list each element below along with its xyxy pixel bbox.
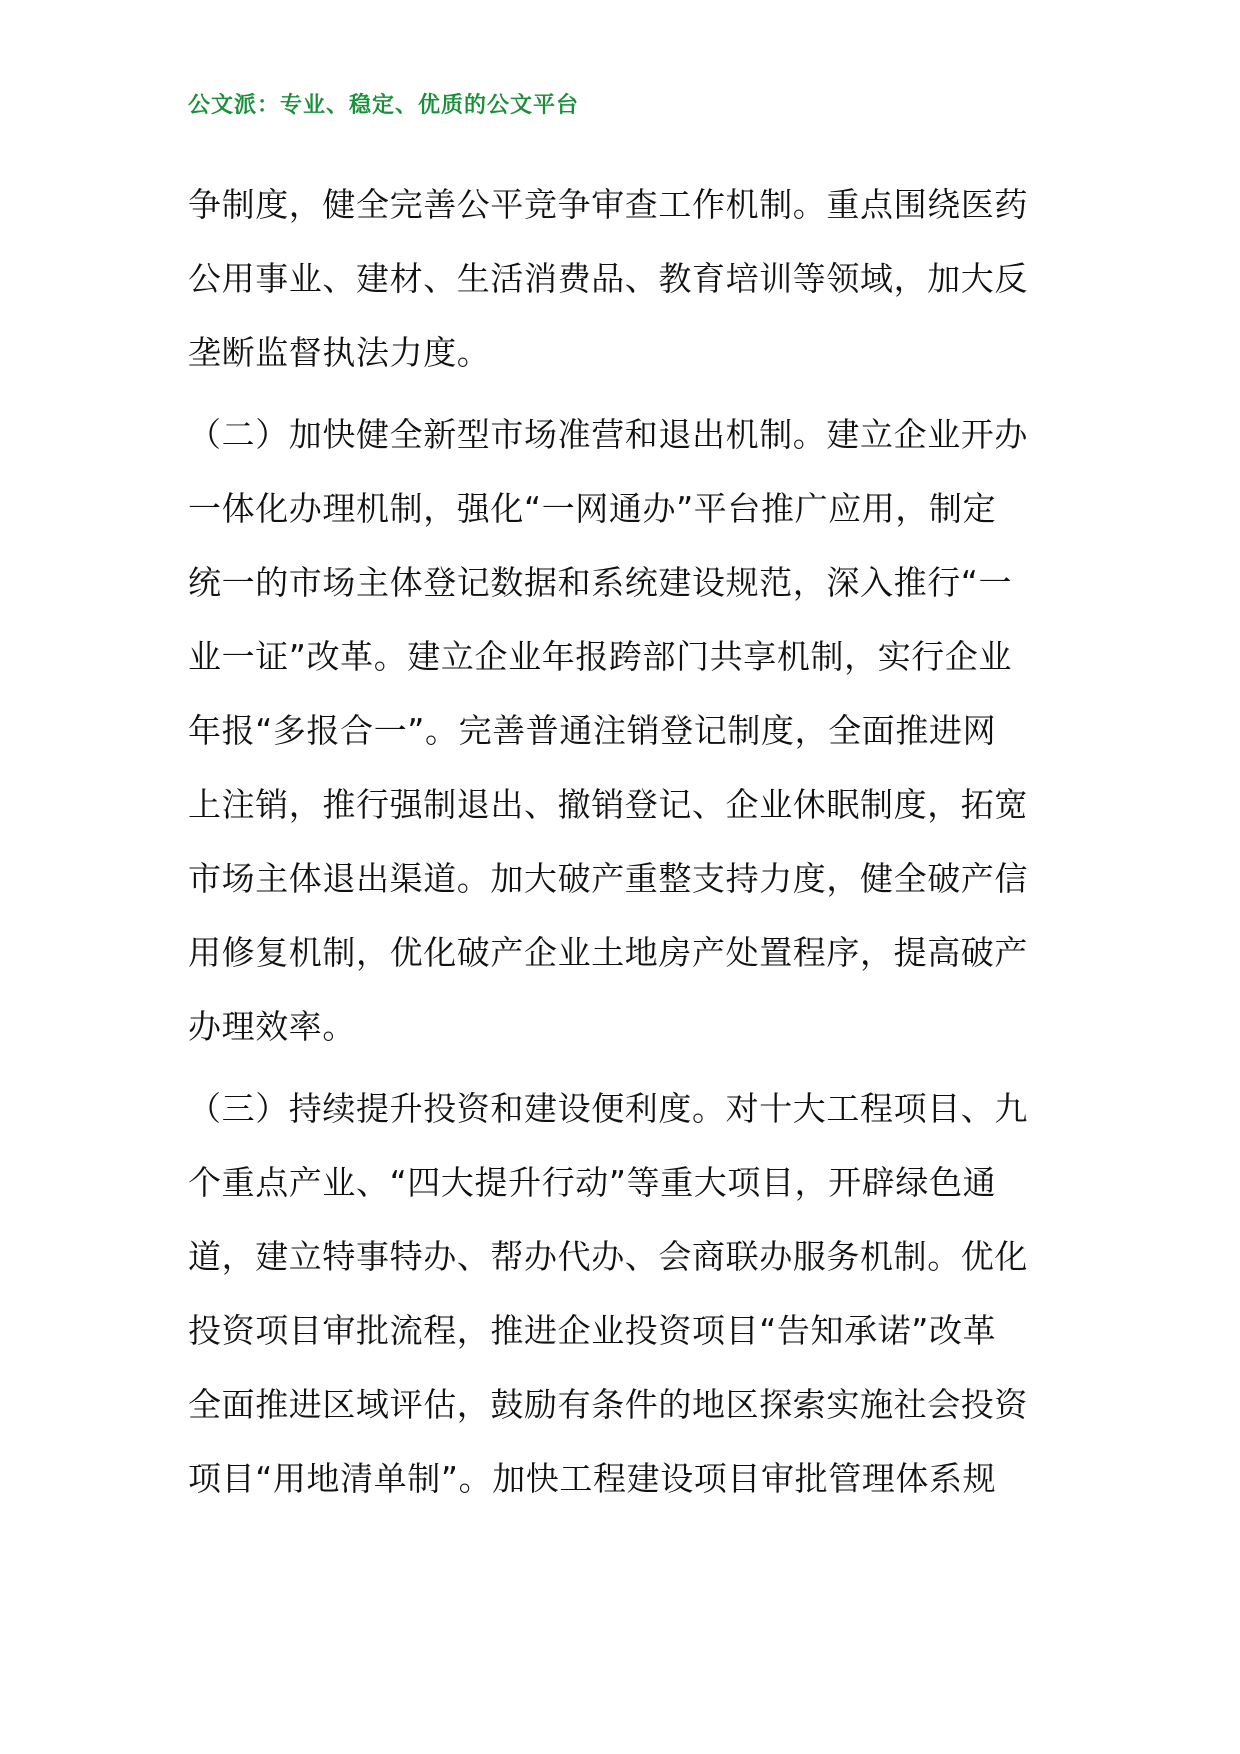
text-line: 上注销，推行强制退出、撤销登记、企业休眠制度，拓宽 bbox=[188, 785, 1028, 824]
page-header: 公文派：专业、稳定、优质的公文平台 bbox=[188, 93, 580, 118]
text-line: 办理效率。 bbox=[188, 1007, 356, 1046]
text-line: 年报“多报合一”。完善普通注销登记制度，全面推进网 bbox=[188, 711, 997, 750]
paragraph-1 bbox=[188, 168, 1058, 390]
paragraph-3 bbox=[188, 1072, 1058, 1516]
text-line: 用修复机制，优化破产企业土地房产处置程序，提高破产 bbox=[188, 933, 1028, 972]
text-line: 投资项目审批流程，推进企业投资项目“告知承诺”改革 bbox=[188, 1311, 997, 1350]
text-line: 公用事业、建材、生活消费品、教育培训等领域，加大反 bbox=[188, 259, 1028, 298]
text-line: 道，建立特事特办、帮办代办、会商联办服务机制。优化 bbox=[188, 1237, 1028, 1276]
text-line: 个重点产业、“四大提升行动”等重大项目，开辟绿色通 bbox=[188, 1163, 997, 1202]
text-line: 项目“用地清单制”。加快工程建设项目审批管理体系规 bbox=[188, 1459, 997, 1498]
text-line: 一体化办理机制，强化“一网通办”平台推广应用，制定 bbox=[188, 489, 997, 528]
text-line: 统一的市场主体登记数据和系统建设规范，深入推行“一 bbox=[188, 563, 1013, 602]
text-line: （三）持续提升投资和建设便利度。对十大工程项目、九 bbox=[188, 1089, 1028, 1128]
text-line: 垄断监督执法力度。 bbox=[188, 333, 491, 372]
text-line: 市场主体退出渠道。加大破产重整支持力度，健全破产信 bbox=[188, 859, 1028, 898]
document-body bbox=[188, 168, 1058, 1516]
text-line: 争制度，健全完善公平竞争审查工作机制。重点围绕医药 bbox=[188, 185, 1028, 224]
text-line: （二）加快健全新型市场准营和退出机制。建立企业开办 bbox=[188, 415, 1028, 454]
text-line: 全面推进区域评估，鼓励有条件的地区探索实施社会投资 bbox=[188, 1385, 1028, 1424]
paragraph-2 bbox=[188, 398, 1058, 1064]
text-line: 业一证”改革。建立企业年报跨部门共享机制，实行企业 bbox=[188, 637, 1013, 676]
